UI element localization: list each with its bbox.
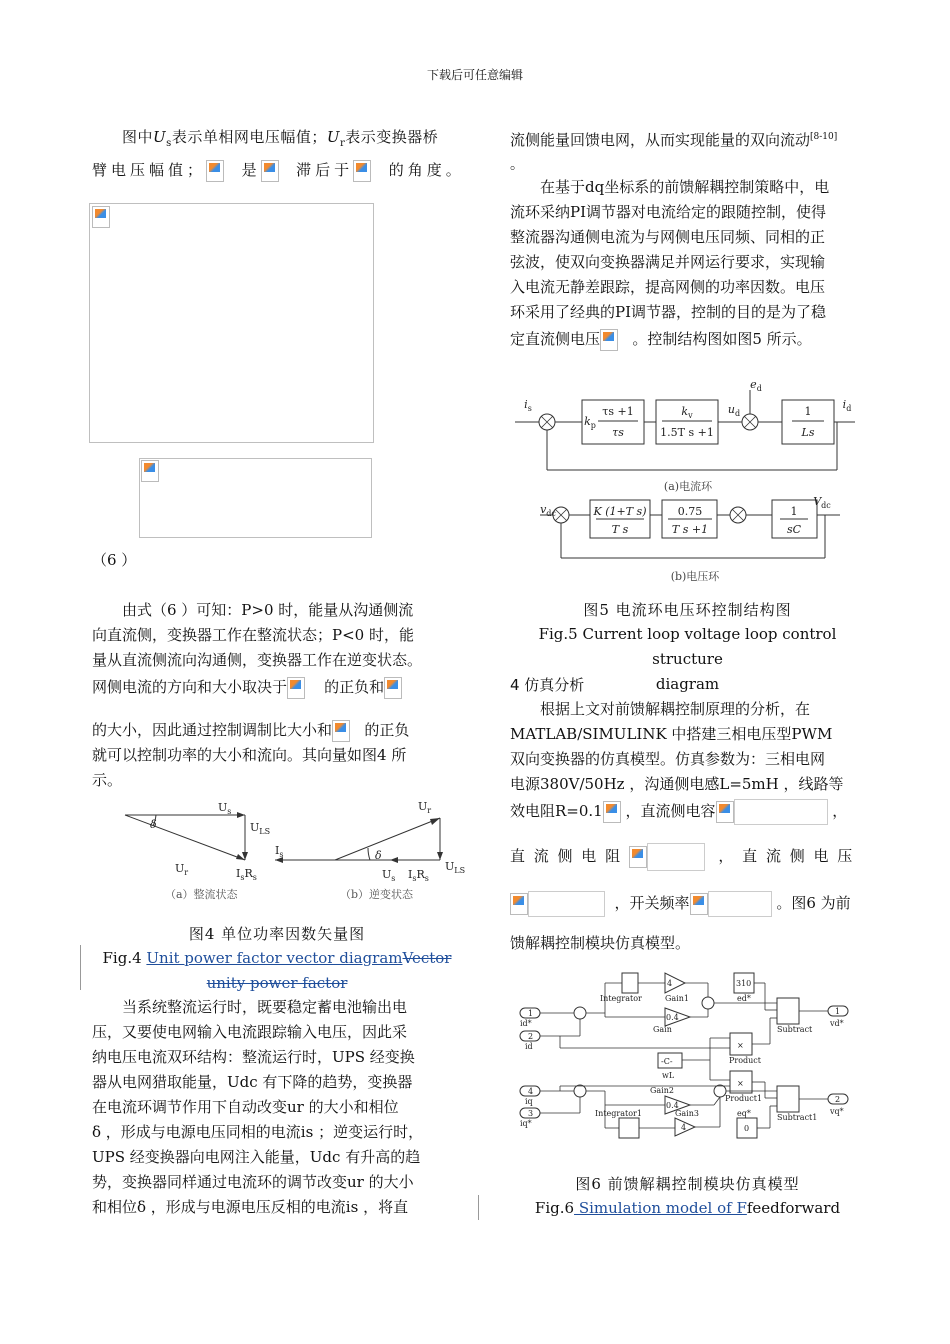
- svg-text:vd*: vd*: [830, 1019, 844, 1028]
- svg-text:Ls: Ls: [801, 426, 815, 439]
- revision-bar: [478, 1195, 479, 1220]
- fig5-sub-a: (a)电流环: [663, 480, 713, 493]
- svg-text:4: 4: [667, 979, 673, 988]
- svg-text:eq*: eq*: [737, 1109, 751, 1118]
- svg-text:δ: δ: [150, 818, 157, 831]
- svg-text:id*: id*: [520, 1019, 532, 1028]
- fig5-caption-cn: 图5 电流环电压环控制结构图: [583, 601, 792, 619]
- svg-text:1: 1: [804, 405, 812, 418]
- formula-image-frame: [708, 891, 772, 917]
- svg-text:ed*: ed*: [737, 994, 751, 1003]
- fig5-caption-en: Fig.5 Current loop voltage loop control structure diagram: [538, 625, 837, 693]
- svg-text:ed: $e_d$: [750, 378, 762, 393]
- svg-text:δ: δ: [375, 849, 382, 862]
- control-structure-figure: [510, 375, 860, 590]
- formula-image-icon: [287, 677, 305, 699]
- formula-image-frame: [647, 843, 705, 871]
- fig4-caption-cn: 图4 单位功率因数矢量图: [188, 925, 366, 943]
- label-us: U: [218, 801, 228, 814]
- fig4-sub-b: （b）逆变状态: [340, 888, 414, 901]
- svg-text:τs +1: τs +1: [602, 405, 634, 418]
- svg-text:is: $i_s$: [524, 398, 532, 413]
- svg-text:0: 0: [744, 1124, 750, 1133]
- svg-text:1: 1: [835, 1007, 841, 1016]
- formula-image-frame: [528, 891, 605, 917]
- broken-image-icon: [141, 460, 159, 482]
- svg-text:Gain1: Gain1: [665, 994, 689, 1003]
- svg-text:T s +1: T s +1: [671, 523, 709, 536]
- svg-text:vq*: vq*: [830, 1107, 844, 1116]
- left-paragraph-3: 当系统整流运行时，既要稳定蓄电池输出电 压，又要使电网输入电流跟踪输入电压，因此采 纳电压电流双环结构：整流运行时，UPS 经变换 器从电网猎取能量，Udc 有下降的趋势，变换器 在电流环调节作用下自动改变ur 的大小和相位 δ ，形成与电源电压同相的电流is ；逆变运行时， UPS 经变换器向电网注入能量，Udc 有升高的趋 势，变换器同样通过电流环的调节改变ur 的大小 和相位δ ，形成与电源电压反相的电流is ，将直: [92, 998, 424, 1216]
- svg-text:0.75: 0.75: [677, 505, 703, 518]
- svg-text:kp: $k_p$: [584, 415, 596, 430]
- svg-text:Us: $U_s$: [382, 868, 396, 883]
- fig6-caption-en: Fig.6 Simulation model of Ffeedforward: [534, 1199, 841, 1217]
- svg-text:kv: $k_v$: [681, 405, 693, 420]
- left-paragraph-1: 图中$U_s$表示单相网电压幅值；$U_r$表示变换器桥 臂电压幅值； 是 滞后于 的角度。: [92, 125, 472, 183]
- page-header: 下载后可任意编辑: [426, 68, 523, 82]
- formula-image-icon: [384, 677, 402, 699]
- section-heading: 4 仿真分析: [510, 676, 585, 694]
- svg-text:wL: wL: [662, 1071, 675, 1080]
- svg-text:iq*: iq*: [520, 1119, 532, 1128]
- fig5-sub-b: (b)电压环: [670, 570, 720, 583]
- caption-revision-insert: Simulation model of F: [574, 1199, 747, 1217]
- equation-number: （6 ）: [92, 551, 137, 569]
- svg-text:1: 1: [528, 1009, 534, 1018]
- svg-text:1: 1: [790, 505, 798, 518]
- formula-image-icon: [603, 801, 621, 823]
- svg-text:Gain: Gain: [653, 1025, 672, 1034]
- formula-image-icon: [353, 160, 371, 182]
- svg-text:IsRs: $I_sR_s$: [408, 868, 429, 883]
- fig4-sub-a: （a）整流状态: [165, 888, 238, 901]
- right-paragraph-3: 根据上文对前馈解耦控制原理的分析，在 MATLAB/SIMULINK 中搭建三相电压型PWM 双向变换器的仿真模型。仿真参数为：三相电网 电源380V/50Hz ，沟通侧电感L=5mH ，线路等 效电阻R=0.1 ，直流侧电容 ， 直 流 侧 电 阻 ， 直 流 侧 电 压 ，开关频率 。图6 为前 馈解耦控制模块仿真模型。: [510, 700, 855, 952]
- svg-text:Integrator: Integrator: [600, 994, 642, 1003]
- svg-text:Ur: $U_r$: [418, 800, 432, 815]
- fig4-caption-en: Fig.4 Unit power factor vector diagramVector unity power factor: [102, 949, 452, 992]
- svg-text:K (1+T s): K (1+T s): [593, 505, 647, 518]
- svg-text:Vdc: $V_{dc}$: [813, 495, 831, 510]
- svg-text:Us: $U_s$: [218, 801, 232, 816]
- svg-text:ud: $u_d$: [727, 403, 741, 418]
- simulink-model-figure: [515, 968, 860, 1143]
- right-paragraph-1: 流侧能量回馈电网，从而实现能量的双向流动[8-10] 。: [510, 131, 838, 173]
- svg-text:4: 4: [528, 1087, 534, 1096]
- svg-text:310: 310: [736, 979, 752, 988]
- svg-text:2: 2: [835, 1095, 841, 1104]
- svg-text:4: 4: [681, 1123, 687, 1132]
- svg-text:iq: iq: [525, 1097, 533, 1106]
- svg-text:sC: sC: [786, 523, 802, 536]
- svg-text:0.4: 0.4: [666, 1013, 679, 1022]
- equation-image-frame: [89, 203, 374, 443]
- left-paragraph-2: 由式（6 ）可知：P>0 时，能量从沟通侧流 向直流侧，变换器工作在整流状态；P<0 时，能 量从直流侧流向沟通侧，变换器工作在逆变状态。 网侧电流的方向和大小取决于 的正负和 的大小，因此通过控制调制比大小和 的正负 就可以控制功率的大小和流向。其向量如图4 所 示。: [92, 601, 423, 789]
- svg-text:Subtract1: Subtract1: [777, 1113, 818, 1122]
- formula-image-frame: [734, 799, 828, 825]
- broken-image-icon: [92, 206, 110, 228]
- svg-text:Is: $I_s$: [275, 844, 284, 859]
- svg-text:1.5T s +1: 1.5T s +1: [660, 426, 714, 439]
- svg-text:0.4: 0.4: [666, 1101, 679, 1110]
- svg-text:id: $i_d$: [842, 398, 852, 413]
- svg-text:Ur: $U_r$: [175, 862, 189, 877]
- right-paragraph-2: 在基于dq坐标系的前馈解耦控制策略中，电 流环采纳PI调节器对电流给定的跟随控制，使得 整流器沟通侧电流为与网侧电压同频、同相的正 弦波，使双向变换器满足并网运行要求，实现输 入电流无静差跟踪，提高网侧的功率因数。电压 环采用了经典的PI调节器，控制的目的是为了稳 定直流侧电压 。控制结构图如图5 所示。: [510, 175, 865, 352]
- formula-image-icon: [206, 160, 224, 182]
- formula-image-icon: [690, 893, 708, 915]
- svg-text:ULS: $U_{LS}$: [250, 821, 271, 836]
- svg-text:-C-: -C-: [661, 1057, 673, 1066]
- svg-text:3: 3: [528, 1109, 534, 1118]
- svg-text:Subtract: Subtract: [777, 1025, 813, 1034]
- vector-diagram-figure: [120, 798, 470, 908]
- revision-bar: [80, 945, 81, 990]
- fig6-caption-cn: 图6 前馈解耦控制模块仿真模型: [575, 1175, 800, 1193]
- svg-text:Integrator1: Integrator1: [595, 1109, 642, 1118]
- svg-text:ULS: $U_{LS}$: [445, 860, 466, 875]
- formula-image-icon: [332, 720, 350, 742]
- svg-text:T s: T s: [611, 523, 629, 536]
- formula-image-icon: [629, 846, 647, 868]
- svg-text:τs: τs: [612, 426, 624, 439]
- svg-text:Product: Product: [729, 1056, 761, 1065]
- svg-text:Gain2: Gain2: [650, 1086, 674, 1095]
- formula-image-icon: [716, 801, 734, 823]
- svg-text:Gain3: Gain3: [675, 1109, 699, 1118]
- formula-image-icon: [600, 329, 618, 351]
- formula-image-icon: [510, 893, 528, 915]
- svg-text:IsRs: $I_sR_s$: [236, 867, 257, 882]
- svg-text:id: id: [525, 1042, 533, 1051]
- caption-revision-delete: Vector unity power factor: [206, 949, 452, 992]
- formula-image-icon: [261, 160, 279, 182]
- svg-text:Product1: Product1: [725, 1094, 763, 1103]
- caption-revision-insert: Unit power factor vector diagram: [146, 949, 403, 967]
- svg-text:×: ×: [737, 1079, 744, 1088]
- equation-image-frame-2: [139, 458, 372, 538]
- svg-text:vdc: $v_{dc}$: [540, 503, 556, 518]
- svg-text:2: 2: [528, 1032, 534, 1041]
- svg-text:×: ×: [737, 1041, 744, 1050]
